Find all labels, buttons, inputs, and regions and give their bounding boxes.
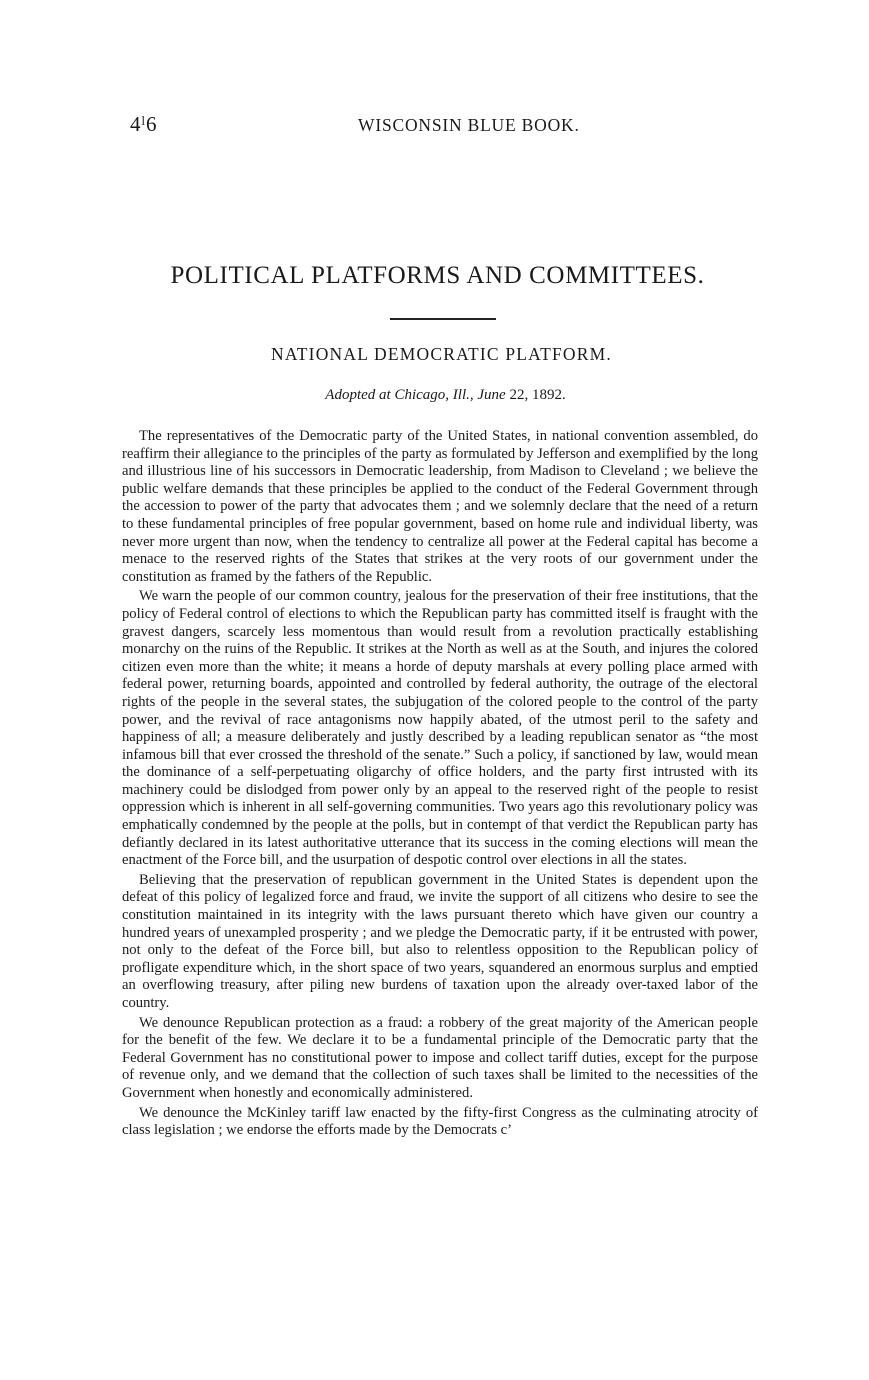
paragraph: We denounce Republican protection as a fraud: a robbery of the great majority of the American people for the benefit of the few. We declare it to be a fundamental principle of the Democratic party that the Federal Government has no constitutional power to impose and collect tariff duties, except for the purpose of revenue only, and we demand that the collection of such taxes shall be limited to the necessities of the Government when honestly and economically administered. [122, 1014, 758, 1101]
page-title: POLITICAL PLATFORMS AND COMMITTEES. [170, 262, 705, 289]
paragraph: We warn the people of our common country, jealous for the preservation of their free institutions, that the policy of Federal control of elections to which the Republican party has committed itself is fraught with the gravest dangers, scarcely less momentous than would result from a revolution practically establishing monarchy on the ruins of the Republic. It strikes at the North as well as at the South, and injures the colored citizen even more than the white; it means a horde of deputy marshals at every polling place armed with federal power, returning boards, appointed and controlled by federal authority, the outrage of the electoral rights of the people in the several states, the subjugation of the colored people to the control of the party power, and the revival of race antagonisms now happily abated, of the utmost peril to the safety and happiness of all; a measure deliberately and justly described by a leading republican senator as “the most infamous bill that ever crossed the threshold of the senate.” Such a policy, if sanctioned by law, would mean the dominance of a self-perpetuating oligarchy of office holders, and the party first intrusted with its machinery could be dislodged from power only by an appeal to the reserved right of the people to resist oppression which is inherent in all self-governing communities. Two years ago this revolutionary policy was emphatically condemned by the people at the polls, but in contempt of that verdict the Republican party has defiantly declared in its latest authoritative utterance that its success in the coming elections will mean the enactment of the Force bill, and the usurpation of despotic control over elections in all the states. [122, 588, 758, 869]
section-title: NATIONAL DEMOCRATIC PLATFORM. [271, 344, 612, 364]
running-header [130, 112, 760, 142]
adoption-date: 22, 1892. [505, 387, 566, 403]
paragraph: The representatives of the Democratic party of the United States, in national convention assembled, do reaffirm their allegiance to the principles of the party as formulated by Jefferson and exemplified by the long and illustrious line of his successors in Democratic leadership, from Madison to Cleveland ; we believe the public welfare demands that these principles be applied to the conduct of the Federal Government through the accession to power of the party that advocates them ; and we solemnly declare that the need of a return to these fundamental principles of free popular government, based on home rule and individual liberty, was never more urgent than now, when the tendency to centralize all power at the Federal capital has become a menace to the reserved rights of the States that strikes at the very roots of our government under the constitution as framed by the fathers of the Republic. [122, 428, 758, 585]
title-divider [390, 318, 496, 320]
adoption-place: Adopted at Chicago, Ill., June [325, 387, 506, 403]
adoption-line [0, 387, 869, 404]
page-number: 4ˡ6 [130, 112, 158, 136]
platform-body [122, 428, 758, 1142]
paragraph: We denounce the McKinley tariff law enacted by the fifty-first Congress as the culminating atrocity of class legislation ; we endorse the efforts made by the Democrats c’ [122, 1104, 758, 1139]
paragraph: Believing that the preservation of republican government in the United States is dependent upon the defeat of this policy of legalized force and fraud, we invite the support of all citizens who desire to see the constitution maintained in its integrity with the laws pursuant thereto which have given our country a hundred years of unexampled prosperity ; and we pledge the Democratic party, if it be entrusted with power, not only to the defeat of the Force bill, but also to relentless opposition to the Republican policy of profligate expenditure which, in the short space of two years, squandered an enormous surplus and emptied an overflowing treasury, after piling new burdens of taxation upon the already over-taxed labor of the country. [122, 871, 758, 1011]
running-title: WISCONSIN BLUE BOOK. [358, 115, 580, 135]
